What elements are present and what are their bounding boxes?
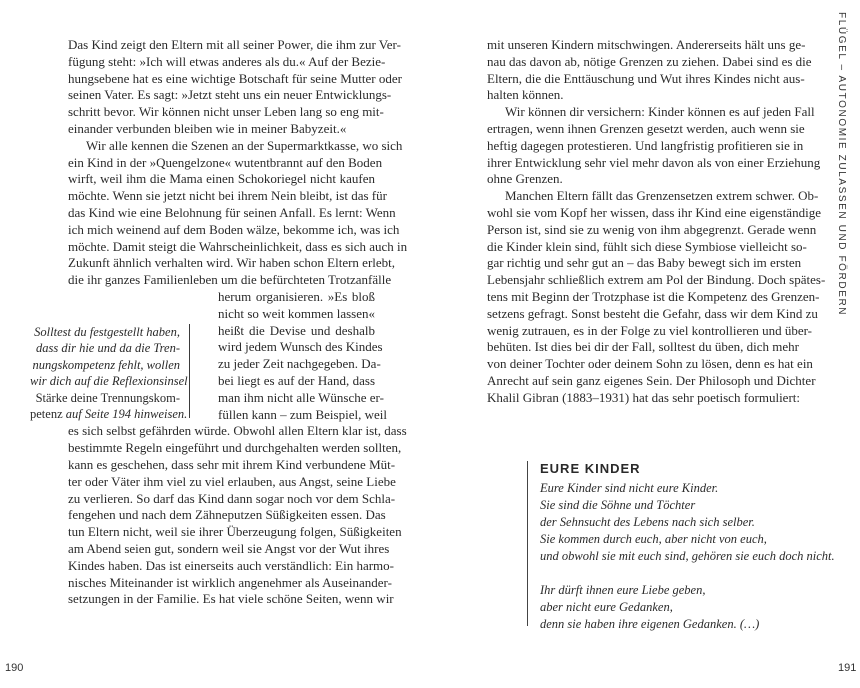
body-line: nicht so weit kommen lassen«	[218, 305, 375, 321]
body-line: nisches Miteinander ist wirklich angenehmer als Auseinander-	[68, 574, 392, 590]
body-line: von deiner Tochter oder deinem Sohn zu lösen, denn es hat ein	[487, 356, 813, 372]
body-line: ertragen, wenn ihnen Grenzen gesetzt werden, auch wenn sie	[487, 120, 805, 136]
page-number-left: 190	[5, 662, 24, 674]
body-line: ter oder Väter ihm viel zu viel erlauben, aus Angst, seine Liebe	[68, 473, 396, 489]
margin-note-line	[30, 406, 188, 422]
poem-line: der Sehnsucht des Lebens nach sich selber.	[540, 515, 755, 529]
body-line: bei liegt es auf der Hand, dass	[218, 372, 375, 388]
body-line: kann es geschehen, dass sehr mit ihrem Kind verbundene Müt-	[68, 456, 396, 472]
body-line: man ihm nicht alle Wünsche er-	[218, 389, 384, 405]
body-line: Manchen Eltern fällt das Grenzensetzen extrem schwer. Ob-	[505, 188, 819, 204]
body-line: zu verlieren. So darf das Kind dann sogar noch vor dem Schla-	[68, 490, 396, 506]
body-line: mit unseren Kindern mitschwingen. Andererseits hält uns ge-	[487, 37, 806, 52]
poem-line: aber nicht eure Gedanken,	[540, 600, 673, 614]
body-line: hungsebene hat es eine wichtige Botschaft für seine Mutter oder	[68, 70, 402, 86]
body-line: gar richtig und sehr gut an – das Baby bewegt sich im ersten	[487, 255, 802, 271]
body-line: Zukunft ähnlich verhalten wird. Wir haben schon Eltern erlebt,	[68, 255, 396, 271]
body-line: nau das davon ab, nötige Grenzen zu ziehen. Dabei sind es die	[487, 53, 812, 69]
margin-note	[30, 324, 188, 422]
body-line: heftig dagegen protestieren. Und langfristig profitieren sie in	[487, 137, 804, 153]
body-line: tun Eltern nicht, weil sie ihrer Überzeugung folgen, Süßigkeiten	[68, 524, 402, 540]
body-line: schritt bevor. Wir können nicht unser Leben lang so eng mit-	[68, 104, 384, 120]
poem-line: denn sie haben ihre eigenen Gedanken. (…)	[540, 617, 760, 631]
poem-line: Ihr dürft ihnen eure Liebe geben,	[540, 583, 706, 597]
body-line: wohl sie vom Kopf her wissen, dass ihr Kind eine eigenständige	[487, 204, 821, 220]
body-line: am Abend seien gut, sondern weil sie Angst vor der Wut ihres	[68, 540, 390, 556]
poem-line: Eure Kinder sind nicht eure Kinder.	[540, 481, 719, 495]
body-line: die ihr ganzes Familienleben um die befürchteten Trotzanfälle	[68, 272, 392, 288]
body-line: ein Kind in der »Quengelzone« wutentbrannt auf den Boden	[68, 154, 383, 170]
body-line: fügung steht: »Ich will etwas anderes als du.« Auf der Bezie-	[68, 53, 386, 69]
body-line: möchte. Wenn sie jetzt nicht bei ihrem Nein bleibt, ist das für	[68, 188, 387, 204]
poem-line: Sie kommen durch euch, aber nicht von euch,	[540, 532, 767, 546]
margin-note-line: Stärke deine Trennungskom-	[35, 390, 180, 405]
poem-box	[540, 460, 835, 633]
body-line: Wir alle kennen die Szenen an der Supermarktkasse, wo sich	[86, 137, 403, 153]
margin-note-line: wir dich auf die Reflexionsinsel	[30, 374, 188, 389]
body-line: das Kind wie eine Belohnung für seinen Anfall. Es lernt: Wenn	[68, 204, 396, 220]
body-line: tens mit Beginn der Trotzphase ist die Kompetenz des Grenzen-	[487, 288, 820, 304]
body-line: heißt die Devise und deshalb	[218, 322, 375, 338]
margin-note-line: dass dir hie und da die Tren-	[36, 341, 180, 356]
margin-note-rule	[189, 324, 190, 418]
wrapped-text-block	[218, 288, 387, 423]
body-line: wird jedem Wunsch des Kindes	[218, 339, 383, 355]
body-line: einander verbunden bleiben wie in meiner Babyzeit.«	[68, 120, 347, 136]
body-line: zu jeder Zeit nachgegeben. Da-	[218, 356, 381, 372]
body-line: herum organisieren. »Es bloß	[218, 288, 375, 304]
body-line: Eltern, die die Enttäuschung und Wut ihres Kindes nicht aus-	[487, 70, 805, 86]
body-line: ich mich weinend auf dem Boden wälze, bekomme ich, was ich	[68, 221, 400, 237]
margin-note-line: Solltest du festgestellt haben,	[34, 325, 180, 339]
body-line: Das Kind zeigt den Eltern mit all seiner Power, die ihm zur Ver-	[68, 37, 401, 52]
margin-note-line: nungskompetenz fehlt, wollen	[32, 357, 180, 372]
body-line: halten können.	[487, 87, 564, 103]
body-line: möchte. Damit steigt die Wahrscheinlichkeit, dass es sich auch in	[68, 238, 408, 254]
margin-note-page-ref: auf Seite 194 hinweisen.	[65, 407, 188, 422]
body-line: es sich selbst gefährden würde. Obwohl allen Eltern klar ist, dass	[68, 423, 407, 439]
body-line: fengehen und nach dem Zähneputzen Süßigkeiten essen. Das	[68, 507, 386, 523]
left-page-body	[65, 37, 408, 608]
running-head: FLÜGEL – AUTONOMIE ZULASSEN UND FÖRDERN	[836, 12, 847, 317]
body-line: Khalil Gibran (1883–1931) hat das sehr poetisch formuliert:	[487, 389, 801, 405]
body-line: wenig zutrauen, es in der Folge zu viel kontrollieren und über-	[487, 322, 812, 338]
body-line: behüten. Ist dies bei dir der Fall, solltest du üben, dich mehr	[487, 339, 799, 355]
body-line: füllen kann – zum Beispiel, weil	[218, 406, 387, 422]
body-line: die Kinder klein sind, fühlt sich diese Symbiose vielleicht so-	[487, 238, 807, 254]
page-number-right: 191	[838, 662, 857, 674]
body-line: ohne Grenzen.	[487, 171, 563, 187]
body-line: setzens gefragt. Sonst besteht die Gefahr, dass wir dem Kind zu	[487, 305, 818, 321]
body-line: bestimmte Regeln eingeführt und durchgehalten werden sollten,	[68, 440, 402, 456]
body-line: seinen Vater. Es sagt: »Jetzt steht uns ein neuer Entwicklungs-	[68, 87, 392, 103]
poem-rule	[527, 461, 528, 626]
body-line: Wir können dir versichern: Kinder können es auf jeden Fall	[505, 104, 815, 120]
right-page-body	[487, 37, 826, 407]
body-line: ihrer Entwicklung sehr viel mehr davon als von einer Erziehung	[487, 154, 821, 170]
poem-line: Sie sind die Söhne und Töchter	[540, 498, 696, 512]
poem-line: und obwohl sie mit euch sind, gehören sie euch doch nicht.	[540, 549, 835, 563]
margin-note-word: petenz	[30, 407, 63, 422]
body-line: Lebensjahr schließlich extrem am Pol der Bindung. Doch spätes-	[487, 272, 826, 288]
body-line: Anrecht auf sein ganz eigenes Sein. Der Philosoph und Dichter	[487, 372, 816, 388]
body-line: Person ist, sind sie zu wenig von ihm abgegrenzt. Gerade wenn	[487, 221, 817, 237]
poem-title: EURE KINDER	[540, 461, 641, 476]
body-line: setzungen in der Familie. Es hat viele schöne Seiten, wenn wir	[68, 591, 394, 607]
body-line: Kindes haben. Das ist einerseits auch verständlich: Ein harmo-	[68, 557, 394, 573]
body-line: wirft, weil ihm die Mama einen Schokoriegel nicht kaufen	[68, 171, 375, 187]
